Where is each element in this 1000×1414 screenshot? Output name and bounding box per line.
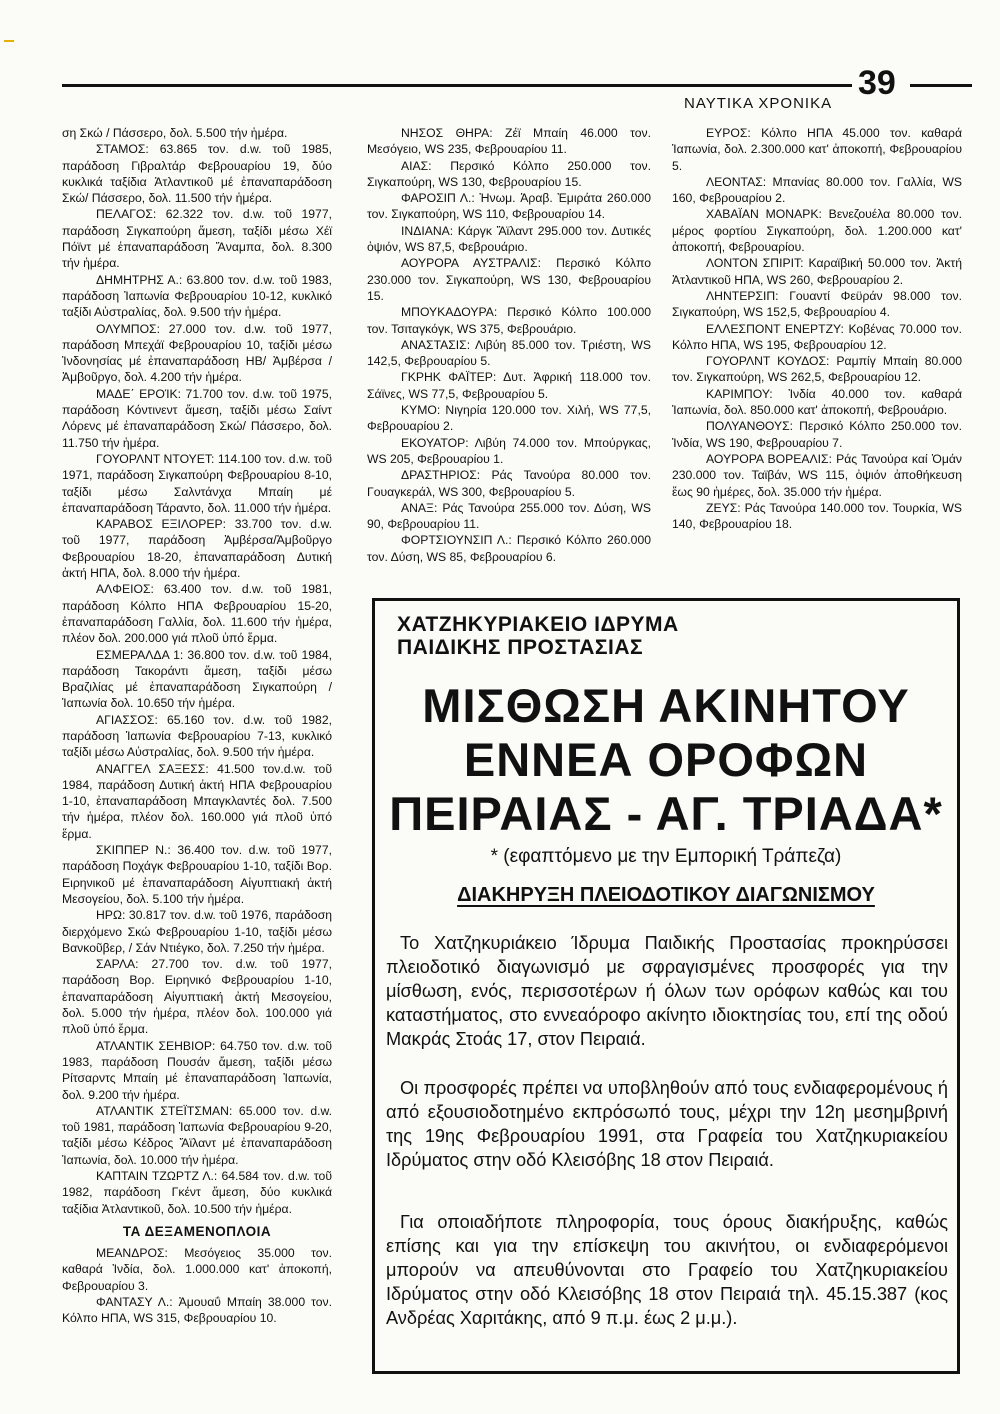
list-item: ΕΥΡΟΣ: Κόλπο ΗΠΑ 45.000 τον. καθαρά Ἰαπωνία, δολ. 2.300.000 κατ' ἀποκοπή, Φεβρουαρίου 5. <box>672 126 962 173</box>
list-item: ΑΟΥΡΟΡΑ ΑΥΣΤΡΑΛΙΣ: Περσικό Κόλπο 230.000 τον. Σιγκαπούρη, WS 130, Φεβρουαρίου 15. <box>367 256 651 303</box>
list-item: ΠΕΛΑΓΟΣ: 62.322 τον. d.w. τοῦ 1977, παράδοση Σιγκαπούρη ἄμεση, ταξίδι μέσω Χέϊ Πόϊντ μέ ἐπαναπαράδοση Ἄναμπα, δολ. 8.300 τήν ἡμέρα. <box>62 207 332 271</box>
list-item: ΗΡΩ: 30.817 τον. d.w. τοῦ 1976, παράδοση διερχόμενο Σκώ Φεβρουαρίου 1-10, ταξίδι μέσω Βανκοῦβερ, / Σάν Ντιέγκο, δολ. 7.250 τήν ἡμέρα. <box>62 908 332 955</box>
list-item: ΜΕΑΝΔΡΟΣ: Μεσόγειος 35.000 τον. καθαρά Ἰνδία, δολ. 1.000.000 κατ' ἀποκοπή, Φεβρουαρίου 3. <box>62 1246 332 1293</box>
ad-paragraph: Το Χατζηκυριάκειο Ίδρυμα Παιδικής Προστασίας προκηρύσσει πλειοδοτικό διαγωνισμό με σφραγισμένες προσφορές για την μίσθωση, ενός, περισσοτέρων ή όλων των ορόφων καθώς και του καταστήματος, στο εννεαόροφο ακίνητο ιδιοκτησίας του, επί της οδού Μακράς Στοάς 17, στον Πειραιά. <box>386 933 948 1049</box>
ad-title-line: ΕΝΝΕΑ ΟΡΟΦΩΝ <box>463 733 869 786</box>
list-item: ΔΗΜΗΤΡΗΣ Α.: 63.800 τον. d.w. τοῦ 1983, παράδοση Ἰαπωνία Φεβρουαρίου 10-12, κυκλικό ταξίδι Αὐστραλίας, δολ. 9.500 τήν ἡμέρα. <box>62 272 332 320</box>
ad-heading: ΔΙΑΚΗΡΥΞΗ ΠΛΕΙΟΔΟΤΙΚΟΥ ΔΙΑΓΩΝΙΣΜΟΥ <box>457 884 875 906</box>
list-item: ΣΚΙΠΠΕΡ Ν.: 36.400 τον. d.w. τοῦ 1977, παράδοση Ποχάγκ Φεβρουαρίου 1-10, ταξίδι Βορ. Ειρηνικοῦ μέ ἐπαναπαράδοση Αἰγυπτιακή ἀκτή Μεσογείου, δολ. 5.100 τήν ἡμέρα. <box>62 843 332 906</box>
list-item: ΦΑΡΟΣΙΠ Λ.: Ἡνωμ. Ἀραβ. Ἐμιράτα 260.000 τον. Σιγκαπούρη, WS 110, Φεβρουαρίου 14. <box>367 191 651 222</box>
ad-org-line: ΧΑΤΖΗΚΥΡΙΑΚΕΙΟ ΙΔΡΥΜΑ <box>397 613 679 636</box>
list-item: ΕΣΜΕΡΑΛΔΑ 1: 36.800 τον. d.w. τοῦ 1984, παράδοση Τακοράντι ἄμεση, ταξίδι μέσω Βραζιλίας μέ ἐπαναπαράδοση Σιγκαπούρη /Ἰαπωνία δολ. 10.650 τήν ἡμέρα. <box>62 647 332 711</box>
list-item: ΝΗΣΟΣ ΘΗΡΑ: Ζέϊ Μπαίη 46.000 τον. Μεσόγειο, WS 235, Φεβρουαρίου 11. <box>367 126 651 157</box>
list-item: ΦΟΡΤΣΙΟΥΝΣΙΠ Λ.: Περσικό Κόλπο 260.000 τον. Δύση, WS 85, Φεβρουαρίου 6. <box>367 533 651 564</box>
column-2 <box>367 125 651 565</box>
list-item: ΑΝΑΣΤΑΣΙΣ: Λιβύη 85.000 τον. Τριέστη, WS 142,5, Φεβρουαρίου 5. <box>367 337 651 369</box>
list-item: ΑΟΥΡΟΡΑ ΒΟΡΕΑΛΙΣ: Ράς Τανούρα καί Ὀμάν 230.000 τον. Ταϊβάν, WS 115, ὀψιόν ἀποθήκευση ἕως 90 ἡμέρες, δολ. 35.000 τήν ἡμέρα. <box>672 451 962 499</box>
ad-paragraph: Για οποιαδήποτε πληροφορία, τους όρους διακήρυξης, καθώς επίσης και για την επίσκεψη του ακινήτου, οι ενδιαφερόμενοι μπορούν να απευθύνονται στο Γραφείο του Χατζηκυριακείου Ιδρύματος στην οδό Κλεισόβης 18 στον Πειραιά τηλ. 45.15.387 (κος Ανδρέας Χαριτάκης, από 9 π.μ. έως 2 μ.μ.). <box>386 1212 948 1328</box>
list-item: ΓΟΥΟΡΛΝΤ ΝΤΟΥΕΤ: 114.100 τον. d.w. τοῦ 1971, παράδοση Σιγκαπούρη Φεβρουαρίου 8-10, ταξίδι μέσω Σαλντάνχα Μπαίη μέ ἐπαναπαράδοση Τάραντο, δολ. 11.000 τήν ἡμέρα. <box>62 451 332 515</box>
header-rule <box>62 84 852 87</box>
list-item: ΑΛΦΕΙΟΣ: 63.400 τον. d.w. τοῦ 1981, παράδοση Κόλπο ΗΠΑ Φεβρουαρίου 15-20, ἐπαναπαράδοση Γαλλία, δολ. 11.600 τήν ἡμέρα, πλέον δολ. 200.000 γιά πλοῦ ὑπό ἕρμα. <box>62 582 332 646</box>
list-item: ΛΟΝΤΟΝ ΣΠΙΡΙΤ: Καραϊβική 50.000 τον. Ἀκτή Ἀτλαντικοῦ ΗΠΑ, WS 260, Φεβρουαρίου 2. <box>672 256 962 287</box>
list-item: ΑΓΙΑΣΣΟΣ: 65.160 τον. d.w. τοῦ 1982, παράδοση Ἰαπωνία Φεβρουαρίου 7-13, κυκλικό ταξίδι μέσω Αὐστραλίας, δολ. 9.500 τήν ἡμέρα. <box>62 712 332 760</box>
ad-title-line: ΜΙΣΘΩΣΗ ΑΚΙΝΗΤΟΥ <box>422 679 910 732</box>
list-item: ΧΑΒΑΪΑΝ ΜΟΝΑΡΚ: Βενεζουέλα 80.000 τον. μέρος φορτίου Σιγκαπούρη, δολ. 1.200.000 κατ' ἀποκοπή, Φεβρουαρίου. <box>672 207 962 255</box>
ad-title <box>375 679 957 841</box>
ad-footnote: * (εφαπτόμενο με την Εμπορική Τράπεζα) <box>490 846 842 867</box>
list-item: ΟΛΥΜΠΟΣ: 27.000 τον. d.w. τοῦ 1977, παράδοση Μπεχάϊ Φεβρουαρίου 10, ταξίδι μέσω Ἰνδονησίας μέ ἐπαναπαράδοση ΗΒ/ Ἀμβέρσα / Ἀμβοῦργο, δολ. 4.200 τήν ἡμέρα. <box>62 321 332 385</box>
list-item: ΑΤΛΑΝΤΙΚ ΣΤΕΪΤΣΜΑΝ: 65.000 τον. d.w. τοῦ 1981, παράδοση Ἰαπωνία Φεβρουαρίου 9-20, ταξίδι μέσω Κέδρος Ἄϊλαντ μέ ἐπαναπαράδοση Ἰαπωνία, δολ. 10.000 τήν ἡμέρα. <box>62 1103 332 1167</box>
list-item: ΣΤΑΜΟΣ: 63.865 τον. d.w. τοῦ 1985, παράδοση Γιβραλτάρ Φεβρουαρίου 19, δύο κυκλικά ταξίδια Ἀτλαντικοῦ μέ ἐπαναπαράδοση Σκώ/ Πάσσερο, δολ. 11.500 τήν ἡμέρα. <box>62 142 332 206</box>
list-item: ΖΕΥΣ: Ράς Τανούρα 140.000 τον. Τουρκία, WS 140, Φεβρουαρίου 18. <box>672 500 962 532</box>
ad-title-line: ΠΕΙΡΑΙΑΣ - ΑΓ. ΤΡΙΑΔΑ* <box>389 787 943 840</box>
corner-mark <box>4 40 14 42</box>
list-item: ΑΙΑΣ: Περσικό Κόλπο 250.000 τον. Σιγκαπούρη, WS 130, Φεβρουαρίου 15. <box>367 158 651 189</box>
column-1 <box>62 125 332 1327</box>
list-item: ΠΟΛΥΑΝΘΟΥΣ: Περσικό Κόλπο 250.000 τον. Ἰνδία, WS 190, Φεβρουαρίου 7. <box>672 419 962 450</box>
page-number: 39 <box>858 64 896 102</box>
journal-name: ΝΑΥΤΙΚΑ ΧΡΟΝΙΚΑ <box>684 95 833 112</box>
list-item: ΛΗΝΤΕΡΣΙΠ: Γουαντί Φεϋράν 98.000 τον. Σιγκαπούρη, WS 152,5, Φεβρουαρίου 4. <box>672 288 962 320</box>
list-item: ΔΡΑΣΤΗΡΙΟΣ: Ράς Τανούρα 80.000 τον. Γουαγκεράλ, WS 300, Φεβρουαρίου 5. <box>367 468 651 499</box>
list-item: ΜΑΔΕ΄ ΕΡΟΊΚ: 71.700 τον. d.w. τοῦ 1975, παράδοση Κόντινεντ ἄμεση, ταξίδι μέσω Σαίντ Λόρενς μέ ἐπαναπαράδοση Σκώ/ Πάσσερο, δολ. 11.750 τήν ἡμέρα. <box>62 386 332 450</box>
list-item: ΓΚΡΗΚ ΦΑΪΤΕΡ: Δυτ. Ἀφρική 118.000 τον. Σάϊνες, WS 77,5, Φεβρουαρίου 5. <box>367 370 651 401</box>
list-item: ΙΝΔΙΑΝΑ: Κάργκ Ἄϊλαντ 295.000 τον. Δυτικές ὀψιόν, WS 87,5, Φεβρουάριο. <box>367 223 651 255</box>
list-item: ΛΕΟΝΤΑΣ: Μπανίας 80.000 τον. Γαλλία, WS 160, Φεβρουαρίου 2. <box>672 174 962 206</box>
column-3 <box>672 125 962 532</box>
list-item: ΓΟΥΟΡΛΝΤ ΚΟΥΔΟΣ: Ραμπίγ Μπαίη 80.000 τον. Σιγκαπούρη, WS 262,5, Φεβρουαρίου 12. <box>672 354 962 385</box>
list-item: ΕΛΛΕΣΠΟΝΤ ΕΝΕΡΤΖΥ: Κοβένας 70.000 τον. Κόλπο ΗΠΑ, WS 195, Φεβρουαρίου 12. <box>672 321 962 352</box>
list-item: ΑΝΑΓΓΕΛ ΣΑΞΕΣΣ: 41.500 τον.d.w. τοῦ 1984, παράδοση Δυτική ἀκτή ΗΠΑ Φεβρουαρίου 1-10, ἐπαναπαράδοση Μπαγκλαντές δολ. 7.500 τήν ἡμέρα, πλέον δολ. 160.000 γιά πλοῦ ὑπό ἕρμα. <box>62 761 332 841</box>
list-item: ΚΑΡΑΒΟΣ ΕΞΙΛΟΡΕΡ: 33.700 τον. d.w. τοῦ 1977, παράδοση Ἀμβέρσα/Ἀμβοῦργο Φεβρουαρίου 18-20, ἐπαναπαράδοση Δυτική ἀκτή ΗΠΑ, δολ. 8.000 τήν ἡμέρα. <box>62 517 332 581</box>
list-item: ΜΠΟΥΚΑΔΟΥΡΑ: Περσικό Κόλπο 100.000 τον. Τσιταγκόγκ, WS 375, Φεβρουάριο. <box>367 305 651 336</box>
ad-organization <box>397 613 679 659</box>
list-item: ΕΚΟΥΑΤΟΡ: Λιβύη 74.000 τον. Μπούργκας, WS 205, Φεβρουαρίου 1. <box>367 435 651 466</box>
list-item: ση Σκώ / Πάσσερο, δολ. 5.500 τήν ἡμέρα. <box>62 126 288 140</box>
ad-paragraph: Οι προσφορές πρέπει να υποβληθούν από τους ενδιαφερομένους ή από εξουσιοδοτημένο εκπρόσωπό τους, μέχρι την 12η μεσημβρινή της 19ης Φεβρουαρίου 1991, στα Γραφεία του Χατζηκυριακείου Ιδρύματος στην οδό Κλεισόβης 18 στον Πειραιά. <box>386 1078 948 1170</box>
list-item: ΦΑΝΤΑΣΥ Λ.: Ἀμουαΰ Μπαίη 38.000 τον. Κόλπο ΗΠΑ, WS 315, Φεβρουαρίου 10. <box>62 1295 332 1326</box>
list-item: ΑΝΑΞ: Ράς Τανούρα 255.000 τον. Δύση, WS 90, Φεβρουαρίου 11. <box>367 500 651 532</box>
list-item: ΚΑΠΤΑΙΝ ΤΖΩΡΤΖ Λ.: 64.584 τον. d.w. τοῦ 1982, παράδοση Γκέντ ἄμεση, δύο κυκλικά ταξίδια Ἀτλαντικοῦ, δολ. 10.500 τήν ἡμέρα. <box>62 1169 332 1216</box>
list-item: ΚΑΡΙΜΠΟΥ: Ἰνδία 40.000 τον. καθαρά Ἰαπωνία, δολ. 850.000 κατ' ἀποκοπή, Φεβρουάριο. <box>672 386 962 418</box>
ad-org-line: ΠΑΙΔΙΚΗΣ ΠΡΟΣΤΑΣΙΑΣ <box>397 636 644 659</box>
section-heading: ΤΑ ΔΕΞΑΜΕΝΟΠΛΟΙΑ <box>122 1223 272 1239</box>
advertisement-box <box>372 598 960 1374</box>
list-item: ΣΑΡΛΑ: 27.700 τον. d.w. τοῦ 1977, παράδοση Βορ. Ειρηνικό Φεβρουαρίου 1-10, ἐπαναπαράδοση Αἰγυπτιακή ἀκτή Μεσογείου, δολ. 5.000 τήν ἡμέρα, πλέον δολ. 100.000 γιά πλοῦ ὑπό ἕρμα. <box>62 957 332 1037</box>
header-rule-right <box>910 84 972 87</box>
list-item: ΑΤΛΑΝΤΙΚ ΣΕΗΒΙΟΡ: 64.750 τον. d.w. τοῦ 1983, παράδοση Πουσάν ἄμεση, ταξίδι μέσω Ρίτσαρντς Μπαίη μέ ἐπαναπαράδοση Ἰαπωνία, δολ. 9.200 τήν ἡμέρα. <box>62 1038 332 1102</box>
list-item: ΚΥΜΟ: Νιγηρία 120.000 τον. Χιλή, WS 77,5, Φεβρουαρίου 2. <box>367 403 651 434</box>
